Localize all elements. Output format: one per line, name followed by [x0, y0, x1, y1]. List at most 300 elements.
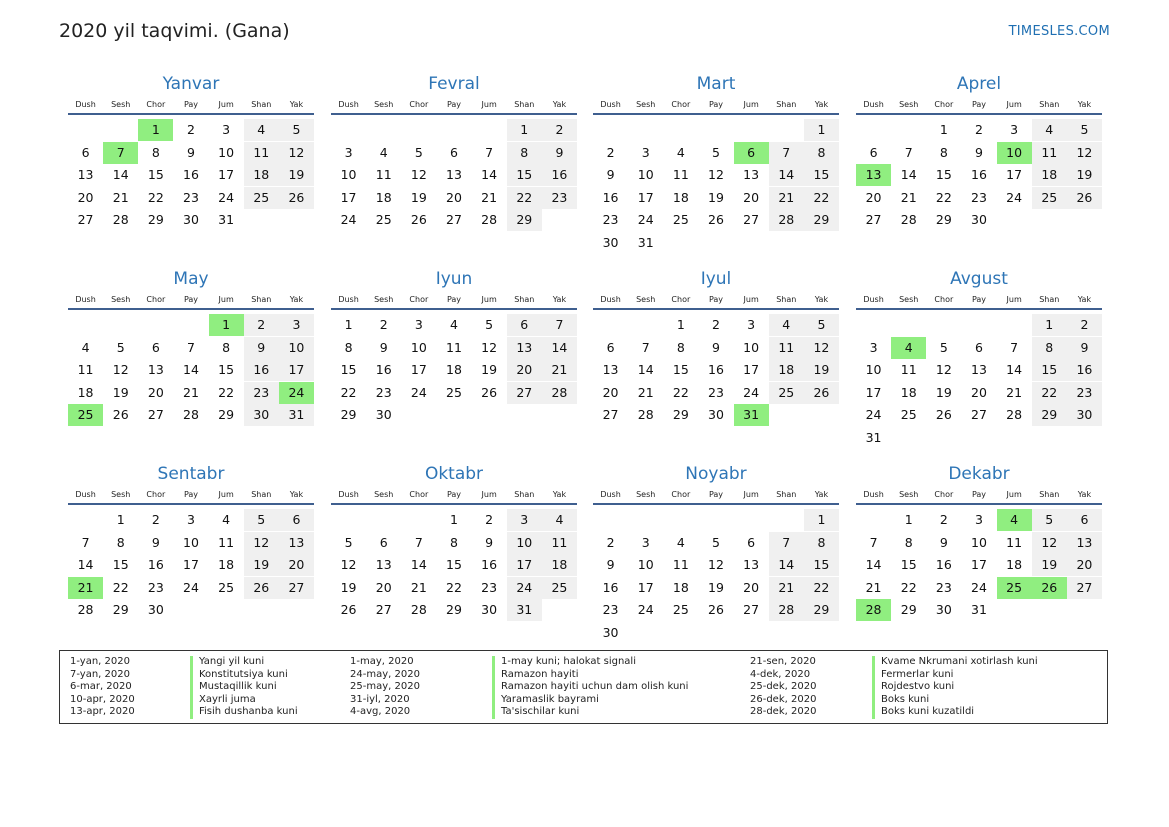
empty-cell — [68, 314, 103, 336]
day-cell: 7 — [414, 534, 423, 550]
weekday-label: Sesh — [374, 490, 394, 499]
day-cell: 25 — [1032, 187, 1067, 209]
legend-holiday-name: Konstitutsiya kuni — [190, 669, 288, 682]
day-cell: 8 — [450, 534, 458, 550]
empty-cell — [961, 314, 996, 336]
day-cell: 17 — [340, 189, 357, 205]
day-cell: 16 — [1067, 359, 1102, 381]
weekday-label: Yak — [814, 295, 829, 304]
day-cell: 25 — [244, 187, 279, 209]
month-fevral — [331, 73, 577, 231]
day-grid — [593, 509, 839, 644]
day-cell: 5 — [1067, 119, 1102, 141]
day-cell: 12 — [708, 557, 724, 572]
day-cell: 28 — [900, 212, 917, 227]
day-cell: 30 — [244, 404, 279, 426]
day-cell: 13 — [279, 532, 314, 554]
day-cell: 1 — [116, 512, 125, 527]
day-cell: 20 — [446, 189, 462, 205]
day-cell: 31 — [971, 602, 987, 617]
day-cell: 19 — [804, 359, 839, 381]
day-cell: 28 — [637, 407, 654, 422]
day-cell: 10 — [971, 534, 987, 550]
day-cell: 1 — [676, 317, 685, 332]
day-cell: 8 — [1032, 337, 1067, 359]
empty-cell — [891, 314, 926, 336]
weekday-label: Chor — [934, 295, 954, 304]
legend-holiday-name: Mustaqillik kuni — [190, 681, 277, 694]
day-cell: 6 — [1067, 509, 1102, 531]
day-cell: 5 — [1032, 509, 1067, 531]
day-cell: 2 — [606, 144, 615, 160]
month-name: May — [173, 269, 209, 289]
day-cell: 29 — [446, 602, 462, 617]
day-cell: 23 — [971, 189, 987, 205]
day-cell: 15 — [672, 362, 689, 377]
day-grid — [856, 509, 1102, 621]
day-cell: 23 — [602, 602, 619, 617]
empty-cell — [997, 314, 1032, 336]
day-cell: 4 — [379, 144, 388, 160]
empty-cell — [856, 119, 891, 141]
weekday-label: Dush — [600, 490, 621, 499]
day-cell: 28 — [1006, 407, 1023, 422]
day-cell: 1 — [804, 119, 839, 141]
month-name: Fevral — [428, 74, 480, 94]
day-cell: 30 — [147, 602, 164, 617]
month-name: Iyul — [700, 269, 732, 289]
day-cell: 2 — [975, 122, 983, 137]
day-cell: 11 — [769, 337, 804, 359]
legend-date: 26-dek, 2020 — [750, 693, 817, 705]
weekday-label: Yak — [814, 490, 829, 499]
empty-cell — [331, 119, 366, 141]
month-may — [68, 268, 314, 426]
day-cell: 2 — [606, 534, 615, 550]
day-cell: 2 — [712, 317, 720, 332]
day-cell: 24 — [865, 407, 882, 422]
day-cell: 29 — [507, 209, 542, 231]
day-cell: 21 — [637, 384, 654, 400]
day-cell: 9 — [542, 142, 577, 164]
day-cell: 6 — [507, 314, 542, 336]
day-cell: 21 — [769, 187, 804, 209]
day-cell: 15 — [804, 554, 839, 576]
day-grid — [593, 314, 839, 426]
day-cell: 17 — [1006, 167, 1023, 182]
day-cell: 12 — [935, 362, 952, 377]
month-name: Dekabr — [948, 464, 1010, 484]
weekday-label: Yak — [289, 100, 304, 109]
day-cell: 26 — [935, 407, 952, 422]
day-cell: 8 — [507, 142, 542, 164]
day-cell: 3 — [641, 534, 650, 550]
weekday-label: Chor — [409, 100, 429, 109]
weekday-label: Dush — [863, 295, 884, 304]
day-cell: 12 — [804, 337, 839, 359]
day-grid — [856, 314, 1102, 449]
day-cell: 22 — [218, 384, 235, 400]
day-cell: 12 — [481, 339, 498, 355]
weekday-label: Sesh — [899, 100, 919, 109]
empty-cell — [593, 509, 628, 531]
day-cell: 20 — [279, 554, 314, 576]
day-cell: 28 — [183, 407, 199, 422]
holiday-day: 10 — [997, 142, 1032, 164]
day-cell: 23 — [602, 212, 619, 227]
day-cell: 7 — [869, 534, 878, 550]
empty-cell — [663, 509, 698, 531]
day-cell: 5 — [279, 119, 314, 141]
weekday-label: Sesh — [636, 490, 656, 499]
day-cell: 7 — [187, 339, 195, 355]
day-cell: 3 — [507, 509, 542, 531]
day-cell: 8 — [939, 144, 948, 160]
empty-cell — [769, 509, 804, 531]
weekday-label: Pay — [446, 490, 462, 499]
day-cell: 17 — [865, 384, 882, 400]
legend-date: 25-dek, 2020 — [750, 681, 817, 692]
day-cell: 29 — [804, 599, 839, 621]
day-cell: 15 — [935, 167, 952, 182]
day-cell: 14 — [542, 337, 577, 359]
day-cell: 30 — [935, 602, 952, 617]
empty-cell — [698, 509, 733, 531]
day-cell: 14 — [769, 164, 804, 186]
day-cell: 14 — [410, 557, 427, 572]
day-cell: 14 — [77, 557, 94, 572]
day-cell: 11 — [672, 167, 689, 182]
weekday-label: Pay — [446, 295, 462, 304]
day-cell: 23 — [147, 579, 164, 595]
weekday-label: Pay — [971, 295, 987, 304]
weekday-header — [593, 97, 839, 115]
weekday-label: Yak — [552, 490, 567, 499]
day-cell: 19 — [410, 189, 427, 205]
day-cell: 16 — [481, 557, 498, 572]
day-cell: 11 — [542, 532, 577, 554]
legend-holiday-name: Kvame Nkrumani xotirlash kuni — [872, 656, 1038, 669]
empty-cell — [698, 119, 733, 141]
day-cell: 21 — [900, 189, 917, 205]
weekday-label: Shan — [514, 490, 535, 499]
empty-cell — [734, 509, 769, 531]
holiday-day: 7 — [103, 142, 138, 164]
day-cell: 4 — [1032, 119, 1067, 141]
weekday-label: Shan — [251, 490, 272, 499]
weekday-label: Jum — [218, 100, 234, 109]
month-oktabr — [331, 463, 577, 621]
legend-holiday-name: Xayrli juma — [190, 694, 256, 707]
day-cell: 20 — [375, 579, 392, 595]
weekday-label: Pay — [183, 100, 199, 109]
weekday-label: Pay — [183, 490, 199, 499]
legend-date: 4-dek, 2020 — [750, 668, 811, 680]
day-cell: 25 — [672, 212, 689, 227]
day-cell: 26 — [112, 407, 129, 422]
weekday-label: Jum — [743, 295, 759, 304]
day-cell: 6 — [747, 534, 756, 550]
legend-date-column — [70, 656, 135, 719]
day-cell: 11 — [1032, 142, 1067, 164]
day-cell: 13 — [507, 337, 542, 359]
day-cell: 8 — [676, 339, 685, 355]
day-cell: 29 — [147, 212, 164, 227]
day-cell: 4 — [676, 144, 685, 160]
day-cell: 22 — [340, 384, 357, 400]
weekday-header — [68, 292, 314, 310]
day-cell: 16 — [602, 579, 619, 595]
weekday-label: Jum — [743, 490, 759, 499]
day-cell: 10 — [410, 339, 427, 355]
weekday-label: Shan — [514, 100, 535, 109]
day-cell: 18 — [769, 359, 804, 381]
day-cell: 15 — [147, 167, 164, 182]
day-cell: 17 — [743, 362, 760, 377]
month-name: Noyabr — [685, 464, 747, 484]
day-cell: 24 — [743, 384, 760, 400]
day-cell: 13 — [1067, 532, 1102, 554]
day-cell: 18 — [1032, 164, 1067, 186]
day-cell: 31 — [637, 234, 654, 250]
month-dekabr — [856, 463, 1102, 621]
weekday-header — [68, 97, 314, 115]
day-cell: 28 — [769, 209, 804, 231]
legend-date: 24-may, 2020 — [350, 668, 420, 680]
day-cell: 27 — [279, 577, 314, 599]
weekday-label: Jum — [743, 100, 759, 109]
day-cell: 17 — [183, 557, 199, 572]
day-cell: 26 — [410, 212, 427, 227]
day-cell: 11 — [1006, 534, 1023, 550]
day-cell: 9 — [606, 557, 615, 572]
day-cell: 22 — [446, 579, 462, 595]
day-cell: 26 — [708, 212, 724, 227]
day-cell: 19 — [340, 579, 357, 595]
day-cell: 4 — [244, 119, 279, 141]
day-cell: 9 — [485, 534, 494, 550]
weekday-label: Yak — [814, 100, 829, 109]
month-name: Yanvar — [162, 74, 220, 94]
weekday-label: Sesh — [374, 100, 394, 109]
day-cell: 10 — [340, 167, 357, 182]
day-cell: 17 — [637, 189, 654, 205]
day-cell: 18 — [672, 579, 689, 595]
weekday-label: Chor — [409, 490, 429, 499]
day-cell: 12 — [708, 167, 724, 182]
legend-date: 7-yan, 2020 — [70, 668, 130, 680]
day-cell: 11 — [446, 339, 462, 355]
day-cell: 7 — [904, 144, 913, 160]
weekday-label: Sesh — [111, 490, 131, 499]
legend-holiday-name: Boks kuni — [872, 694, 929, 707]
legend-date: 21-sen, 2020 — [750, 656, 816, 667]
weekday-label: Dush — [863, 490, 884, 499]
day-cell: 31 — [865, 429, 882, 445]
weekday-label: Dush — [75, 295, 96, 304]
weekday-label: Sesh — [899, 295, 919, 304]
day-cell: 9 — [187, 144, 195, 160]
weekday-label: Dush — [338, 295, 359, 304]
day-cell: 21 — [481, 189, 498, 205]
empty-cell — [891, 119, 926, 141]
day-cell: 23 — [935, 579, 952, 595]
weekday-label: Yak — [289, 490, 304, 499]
page-title: 2020 yil taqvimi. (Gana) — [59, 20, 290, 42]
day-cell: 22 — [1032, 382, 1067, 404]
day-cell: 15 — [507, 164, 542, 186]
day-cell: 26 — [804, 382, 839, 404]
day-cell: 14 — [481, 167, 498, 182]
day-cell: 28 — [542, 382, 577, 404]
day-cell: 18 — [244, 164, 279, 186]
day-cell: 29 — [340, 407, 357, 422]
weekday-label: Chor — [934, 100, 954, 109]
weekday-label: Shan — [776, 490, 797, 499]
weekday-label: Chor — [409, 295, 429, 304]
day-cell: 16 — [935, 557, 952, 572]
day-cell: 21 — [542, 359, 577, 381]
holiday-day: 26 — [1032, 577, 1067, 599]
weekday-label: Sesh — [374, 295, 394, 304]
day-cell: 24 — [183, 579, 199, 595]
weekday-header — [331, 292, 577, 310]
legend-date: 1-may, 2020 — [350, 656, 414, 667]
site-link[interactable]: TIMESLES.COM — [1008, 24, 1110, 39]
day-cell: 8 — [904, 534, 913, 550]
day-cell: 10 — [865, 362, 882, 377]
day-cell: 23 — [375, 384, 392, 400]
day-cell: 8 — [804, 532, 839, 554]
weekday-label: Jum — [1006, 295, 1022, 304]
day-cell: 16 — [602, 189, 619, 205]
day-cell: 3 — [279, 314, 314, 336]
day-cell: 25 — [542, 577, 577, 599]
legend-date: 13-apr, 2020 — [70, 706, 135, 717]
day-cell: 30 — [602, 234, 619, 250]
day-cell: 27 — [865, 212, 882, 227]
day-cell: 23 — [1067, 382, 1102, 404]
weekday-header — [593, 292, 839, 310]
day-cell: 4 — [542, 509, 577, 531]
empty-cell — [734, 119, 769, 141]
empty-cell — [628, 509, 663, 531]
day-cell: 5 — [804, 314, 839, 336]
day-cell: 24 — [637, 602, 654, 617]
day-cell: 6 — [151, 339, 160, 355]
day-cell: 17 — [637, 579, 654, 595]
day-cell: 18 — [77, 384, 94, 400]
day-cell: 28 — [769, 599, 804, 621]
day-cell: 27 — [1067, 577, 1102, 599]
weekday-label: Yak — [1077, 100, 1092, 109]
day-cell: 13 — [602, 362, 619, 377]
day-cell: 1 — [507, 119, 542, 141]
weekday-label: Shan — [1039, 490, 1060, 499]
legend-holiday-name: Rojdestvo kuni — [872, 681, 954, 694]
day-cell: 2 — [244, 314, 279, 336]
day-cell: 18 — [218, 557, 235, 572]
day-cell: 19 — [112, 384, 129, 400]
day-cell: 26 — [708, 602, 724, 617]
day-cell: 21 — [410, 579, 427, 595]
day-cell: 22 — [935, 189, 952, 205]
empty-cell — [593, 119, 628, 141]
day-cell: 28 — [112, 212, 129, 227]
day-cell: 12 — [244, 532, 279, 554]
weekday-label: Sesh — [111, 100, 131, 109]
day-cell: 27 — [743, 602, 760, 617]
weekday-label: Chor — [146, 295, 166, 304]
day-cell: 26 — [1067, 187, 1102, 209]
day-cell: 11 — [375, 167, 392, 182]
day-cell: 24 — [1006, 189, 1023, 205]
day-cell: 5 — [414, 144, 423, 160]
legend-date: 1-yan, 2020 — [70, 656, 130, 667]
day-cell: 10 — [637, 557, 654, 572]
holiday-legend — [59, 650, 1108, 724]
day-cell: 10 — [183, 534, 199, 550]
month-name: Avgust — [950, 269, 1008, 289]
weekday-label: Shan — [776, 295, 797, 304]
day-cell: 17 — [971, 557, 987, 572]
day-cell: 2 — [187, 122, 195, 137]
day-cell: 21 — [1006, 384, 1023, 400]
day-cell: 19 — [708, 189, 724, 205]
day-cell: 7 — [769, 142, 804, 164]
day-cell: 24 — [218, 189, 235, 205]
day-cell: 14 — [183, 362, 199, 377]
empty-cell — [769, 119, 804, 141]
empty-cell — [173, 314, 208, 336]
day-cell: 11 — [244, 142, 279, 164]
month-name: Sentabr — [157, 464, 225, 484]
day-cell: 9 — [1067, 337, 1102, 359]
day-cell: 10 — [743, 339, 760, 355]
day-cell: 3 — [187, 512, 195, 527]
day-cell: 29 — [112, 602, 129, 617]
weekday-label: Yak — [552, 295, 567, 304]
legend-holiday-name: Ramazon hayiti uchun dam olish kuni — [492, 681, 688, 694]
legend-date: 6-mar, 2020 — [70, 681, 132, 692]
empty-cell — [856, 509, 891, 531]
holiday-day: 25 — [997, 577, 1032, 599]
day-cell: 18 — [672, 189, 689, 205]
legend-date: 4-avg, 2020 — [350, 706, 411, 717]
day-cell: 4 — [450, 317, 458, 332]
day-cell: 6 — [450, 144, 458, 160]
day-cell: 23 — [244, 382, 279, 404]
holiday-day: 4 — [997, 509, 1032, 531]
day-cell: 15 — [340, 362, 357, 377]
day-cell: 8 — [151, 144, 160, 160]
weekday-label: Jum — [481, 100, 497, 109]
weekday-label: Dush — [75, 100, 96, 109]
day-cell: 10 — [218, 144, 235, 160]
day-cell: 27 — [375, 602, 392, 617]
weekday-label: Dush — [338, 490, 359, 499]
day-cell: 20 — [147, 384, 164, 400]
legend-holiday-name: Yaramaslik bayrami — [492, 694, 599, 707]
day-cell: 17 — [507, 554, 542, 576]
day-cell: 29 — [804, 209, 839, 231]
day-cell: 21 — [769, 577, 804, 599]
day-cell: 12 — [1067, 142, 1102, 164]
weekday-label: Chor — [146, 100, 166, 109]
day-grid — [68, 119, 314, 231]
day-grid — [68, 509, 314, 621]
day-cell: 5 — [244, 509, 279, 531]
